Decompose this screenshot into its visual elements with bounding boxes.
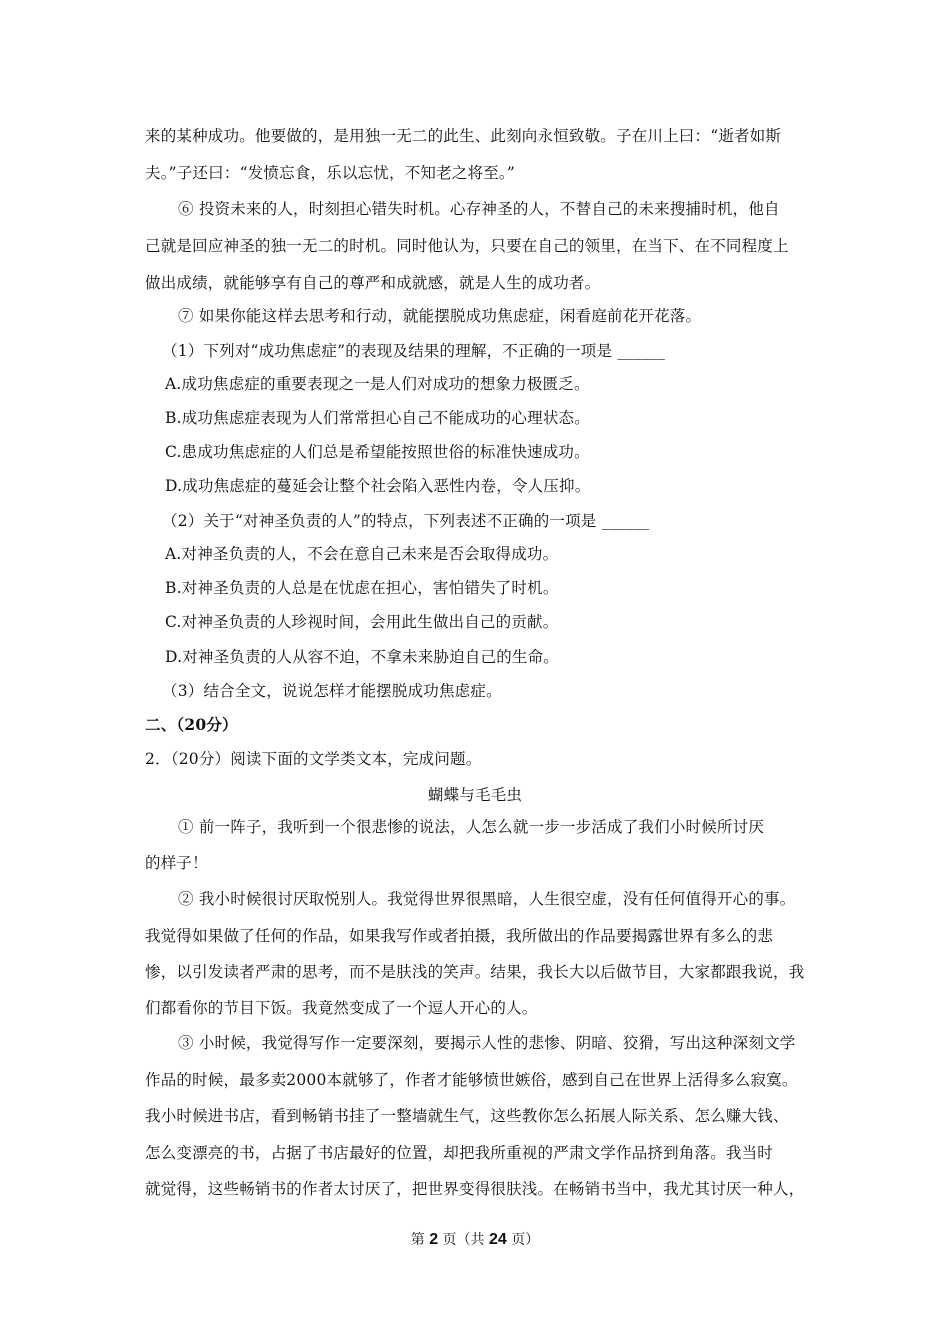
section-heading: 二、（20分）: [145, 715, 238, 734]
paragraph-line: 的样子！: [145, 854, 208, 872]
paragraph-line: 己就是回应神圣的独一无二的时机。同时他认为，只要在自己的领里，在当下、在不同程度上: [145, 237, 789, 255]
question-1-option-a: A.成功焦虑症的重要表现之一是人们对成功的想象力极匮乏。: [165, 375, 590, 393]
paragraph-line: 我觉得如果做了任何的作品，如果我写作或者拍摄，我所做出的作品要揭露世界有多么的悲: [145, 927, 774, 945]
paragraph-line: 夫。”子还曰：“发愤忘食，乐以忘忧，不知老之将至。”: [145, 164, 515, 182]
question-2-option-b: B.对神圣负责的人总是在忧虑在担心，害怕错失了时机。: [165, 579, 559, 597]
question-1-option-b: B.成功焦虑症表现为人们常常担心自己不能成功的心理状态。: [165, 409, 590, 427]
paragraph-6-line: ⑥ 投资未来的人，时刻担心错失时机。心存神圣的人，不替自己的未来搜捕时机，他自: [178, 200, 780, 218]
paragraph-line: 惨，以引发读者严肃的思考，而不是肤浅的笑声。结果，我长大以后做节目，大家都跟我说，我: [145, 963, 805, 981]
footer-prefix: 第: [410, 1232, 425, 1248]
footer-mid: 页（共: [442, 1232, 485, 1248]
paragraph-line: 就觉得，这些畅销书的作者太讨厌了，把世界变得很肤浅。在畅销书当中，我尤其讨厌一种人，: [145, 1180, 805, 1198]
paragraph-3-line: ③ 小时候，我觉得写作一定要深刻，要揭示人性的悲惨、阴暗、狡猾，写出这种深刻文学: [178, 1034, 796, 1052]
total-pages: 24: [489, 1231, 507, 1248]
question-2-stem: （2）关于“对神圣负责的人”的特点，下列表述不正确的一项是 ______: [162, 512, 650, 530]
question-1-option-c: C.患成功焦虑症的人们总是希望能按照世俗的标准快速成功。: [165, 443, 590, 461]
paragraph-2-line: ② 我小时候很讨厌取悦别人。我觉得世界很黑暗，人生很空虚，没有任何值得开心的事。: [178, 890, 796, 908]
paragraph-1-line: ① 前一阵子，我听到一个很悲惨的说法，人怎么就一步一步活成了我们小时候所讨厌: [178, 818, 765, 836]
page-footer: [0, 1230, 950, 1250]
question-2-option-a: A.对神圣负责的人，不会在意自己未来是否会取得成功。: [165, 545, 559, 563]
article-title: 蝴蝶与毛毛虫: [427, 786, 523, 804]
question-1-option-d: D.成功焦虑症的蔓延会让整个社会陷入恶性内卷，令人压抑。: [165, 477, 591, 495]
question-2-intro: 2．（20分）阅读下面的文学类文本，完成问题。: [145, 750, 482, 768]
footer-suffix: 页）: [511, 1232, 540, 1248]
question-2-option-d: D.对神圣负责的人从容不迫，不拿未来胁迫自己的生命。: [165, 648, 560, 666]
question-3-stem: （3）结合全文，说说怎样才能摆脱成功焦虑症。: [162, 682, 502, 700]
paragraph-line: 作品的时候，最多卖2000本就够了，作者才能够愤世嫉俗，感到自己在世界上活得多么寂寞。: [145, 1071, 798, 1089]
question-2-option-c: C.对神圣负责的人珍视时间，会用此生做出自己的贡献。: [165, 613, 559, 631]
paragraph-line: 我小时候进书店，看到畅销书挂了一整墙就生气，这些教你怎么拓展人际关系、怎么赚大钱、: [145, 1107, 789, 1125]
current-page-number: 2: [429, 1231, 439, 1248]
question-1-stem: （1）下列对“成功焦虑症”的表现及结果的理解，不正确的一项是 ______: [162, 342, 666, 360]
paragraph-line: 怎么变漂亮的书，占据了书店最好的位置，却把我所重视的严肃文学作品挤到角落。我当时: [145, 1144, 774, 1162]
paragraph-7-line: ⑦ 如果你能这样去思考和行动，就能摆脱成功焦虑症，闲看庭前花开花落。: [178, 307, 702, 325]
paragraph-line: 来的某种成功。他要做的，是用独一无二的此生、此刻向永恒致敬。子在川上曰：“逝者如斯: [145, 127, 782, 145]
paragraph-line: 们都看你的节目下饭。我竟然变成了一个逗人开心的人。: [145, 999, 538, 1017]
paragraph-line: 做出成绩，就能够享有自己的尊严和成就感，就是人生的成功者。: [145, 274, 601, 292]
